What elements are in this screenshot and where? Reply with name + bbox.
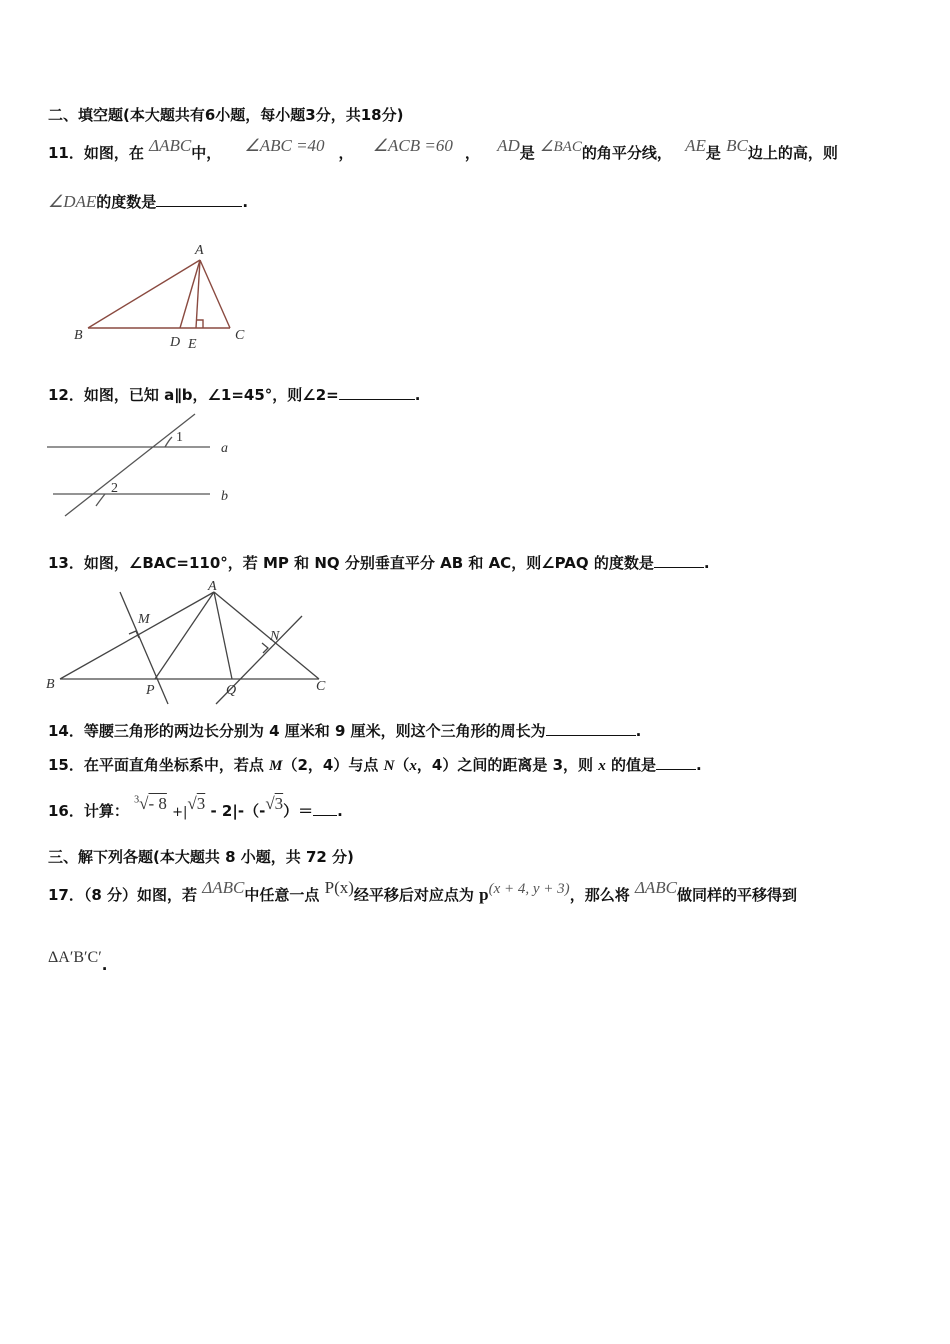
q11-math-angle-bac: ∠BAC (540, 139, 582, 155)
q17-math-image-triangle: ΔA′B′C′ (48, 949, 102, 966)
q11-label-e: E (188, 337, 197, 352)
q12-answer-blank[interactable] (339, 385, 415, 400)
q17-math-image-point: (x + 4, y + 3) (488, 881, 570, 897)
q11-answer-blank[interactable] (156, 192, 242, 207)
q12-label-b: b (221, 489, 228, 504)
q12-label-a: a (221, 441, 228, 456)
q17-math-triangle-2: ΔABC (634, 878, 678, 897)
q13-line: 13．如图，∠BAC=110°，若 MP 和 NQ 分别垂直平分 AB 和 AC，则∠PAQ 的度数是 . (48, 554, 710, 572)
q11-label-b: B (74, 328, 83, 343)
q14-line: 14．等腰三角形的两边长分别为 4 厘米和 9 厘米，则这个三角形的周长为 . (48, 722, 642, 740)
q11-math-angle-abc: ∠ABC =40 (244, 136, 325, 155)
q15-line: 15．在平面直角坐标系中，若点 M（2，4）与点 N（x，4）之间的距离是 3，则 x 的值是 . (48, 756, 702, 774)
q16-answer-blank[interactable] (313, 801, 337, 816)
q13-answer-blank[interactable] (654, 553, 704, 568)
q12-angle2-arc (96, 494, 105, 506)
q17-math-point-p: P(x) (324, 878, 354, 897)
q16-line: 16．计算： $^3$√- 8 +|√3 - 2|-（-√3）＝ . (48, 794, 343, 820)
q17-number: 17． (48, 886, 84, 904)
q16-number: 16． (48, 802, 84, 820)
q14-answer-blank[interactable] (546, 721, 636, 736)
q13-label-a: A (208, 579, 217, 594)
q11-math-ad: AD (497, 136, 520, 155)
q11-label-d: D (170, 335, 181, 350)
q11-math-angle-dae: ∠DAE (48, 192, 97, 211)
section2-heading: 二、填空题(本大题共有6小题，每小题3分，共18分) (48, 106, 404, 124)
q16-sqrt-1: √3 (187, 794, 206, 813)
q11-figure (70, 240, 270, 360)
q11-side-ac (200, 260, 230, 328)
q11-label-a: A (195, 243, 204, 258)
q16-sqrt-2: √3 (265, 794, 284, 813)
q13-segment-ap (155, 592, 214, 679)
q13-label-b: B (46, 677, 55, 692)
q11-math-ae: AE (685, 136, 706, 155)
q17-math-triangle: ΔABC (202, 878, 245, 897)
q11-math-bc: BC (726, 136, 748, 155)
q15-number: 15． (48, 756, 84, 774)
q11-math-angle-acb: ∠ACB =60 (372, 136, 453, 155)
q13-figure (44, 578, 344, 708)
q13-label-m: M (138, 612, 150, 627)
q16-cube-root: $^3$√- 8 (134, 794, 167, 813)
q11-line1: 11．如图，在 ΔABC中， ∠ABC =40 ， ∠ACB =60 ， AD是 ∠BAC的角平分线， AE是 BC边上的高，则 (48, 136, 838, 162)
q11-math-triangle: ΔABC (149, 136, 192, 155)
q12-label-1: 1 (176, 430, 183, 445)
q13-label-q: Q (226, 683, 237, 698)
q11-line2: ∠DAE的度数是 . (48, 192, 249, 211)
q13-label-c: C (316, 679, 326, 694)
q11-label-c: C (235, 328, 245, 343)
q17-line1: 17．（8 分）如图，若 ΔABC中任意一点 P(x)经平移后对应点为 p(x + 4, y + 3)，那么将 ΔABC做同样的平移得到 (48, 878, 798, 904)
q15-answer-blank[interactable] (656, 755, 696, 770)
q17-line2: ΔA′B′C′. (48, 949, 108, 974)
q14-number: 14． (48, 722, 84, 740)
q11-number: 11． (48, 144, 84, 162)
q13-number: 13． (48, 554, 84, 572)
q13-label-n: N (270, 629, 280, 644)
section3-heading: 三、解下列各题(本大题共 8 小题，共 72 分) (48, 848, 354, 866)
q12-line: 12．如图，已知 a∥b，∠1=45°，则∠2= . (48, 386, 421, 404)
q12-label-2: 2 (111, 481, 118, 496)
q12-figure (45, 412, 245, 522)
q12-angle1-arc (165, 437, 172, 447)
q13-label-p: P (146, 683, 155, 698)
q13-perp-mp (120, 592, 168, 704)
q13-side-ba (60, 592, 214, 679)
q12-number: 12． (48, 386, 84, 404)
